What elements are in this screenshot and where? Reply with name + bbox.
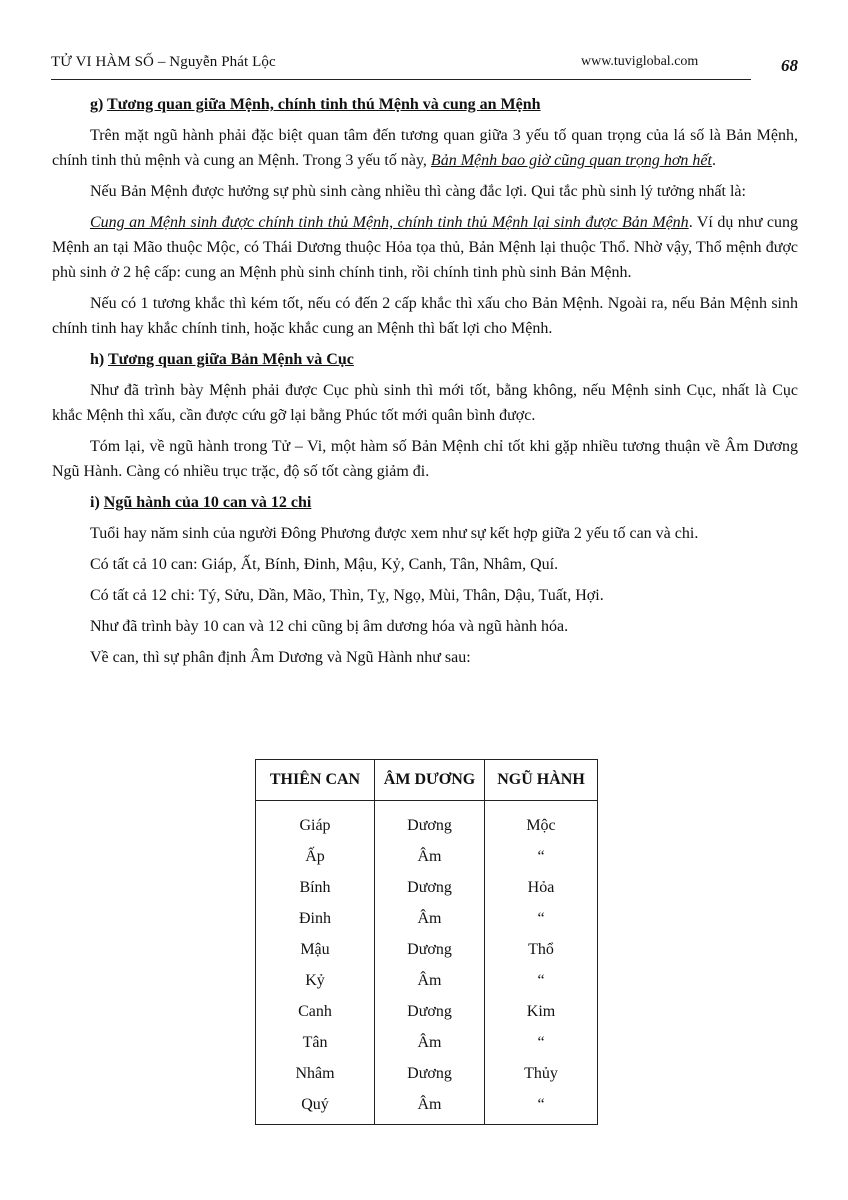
table-row — [256, 1089, 598, 1125]
cell-thien-can: Đinh — [256, 903, 375, 934]
section-h-label: h) — [90, 351, 105, 368]
cell-am-duong: Âm — [375, 903, 485, 934]
cell-ngu-hanh: “ — [485, 1089, 598, 1125]
rule-emphasis-text: Cung an Mệnh sinh được chính tinh thủ Mệnh, chính tinh thủ Mệnh lại sinh được Bản Mệnh — [90, 214, 689, 231]
cell-ngu-hanh: “ — [485, 965, 598, 996]
cell-am-duong: Dương — [375, 801, 485, 842]
page-header — [51, 50, 798, 80]
table-row — [256, 841, 598, 872]
cell-am-duong: Dương — [375, 872, 485, 903]
cell-ngu-hanh: Thổ — [485, 934, 598, 965]
table-row — [256, 1058, 598, 1089]
cell-thien-can: Giáp — [256, 801, 375, 842]
cell-am-duong: Dương — [375, 934, 485, 965]
section-i-heading — [52, 490, 798, 515]
cell-thien-can: Canh — [256, 996, 375, 1027]
section-i-title: Ngũ hành của 10 can và 12 chi — [103, 494, 312, 511]
page-number: 68 — [781, 56, 798, 75]
cell-ngu-hanh: Kim — [485, 996, 598, 1027]
table-row — [256, 996, 598, 1027]
cell-thien-can: Mậu — [256, 934, 375, 965]
book-title: TỬ VI HÀM SỐ – Nguyễn Phát Lộc — [51, 54, 276, 70]
cell-ngu-hanh: “ — [485, 1027, 598, 1058]
cell-am-duong: Dương — [375, 1058, 485, 1089]
cell-thien-can: Ấp — [256, 841, 375, 872]
section-i-paragraph-4: Như đã trình bày 10 can và 12 chi cũng bị âm dương hóa và ngũ hành hóa. — [90, 618, 569, 635]
table-row — [256, 903, 598, 934]
section-h-paragraph-1: Như đã trình bày Mệnh phải được Cục phù sinh thì mới tốt, bằng không, nếu Mệnh sinh Cục, nhất là Cục khắc Mệnh thì xấu, cần được cứu gỡ lại bằng Phúc tốt mới quân bình được. — [52, 382, 798, 424]
section-h-heading — [52, 347, 798, 372]
section-i-paragraph-5: Về can, thì sự phân định Âm Dương và Ngũ Hành như sau: — [90, 649, 471, 666]
cell-thien-can: Tân — [256, 1027, 375, 1058]
column-header-am-duong: ÂM DƯƠNG — [375, 760, 485, 801]
cell-thien-can: Kỷ — [256, 965, 375, 996]
cell-ngu-hanh: Thủy — [485, 1058, 598, 1089]
section-g-paragraph-4: Nếu có 1 tương khắc thì kém tốt, nếu có đến 2 cấp khắc thì xấu cho Bản Mệnh. Ngoài ra, nếu Bản Mệnh sinh chính tinh hay khắc chính tinh, hoặc khắc cung an Mệnh thì bất lợi cho Mệnh. — [52, 295, 798, 337]
cell-ngu-hanh: Hỏa — [485, 872, 598, 903]
cell-ngu-hanh: “ — [485, 903, 598, 934]
section-g-title: Tương quan giữa Mệnh, chính tinh thú Mệnh và cung an Mệnh — [107, 96, 541, 113]
table-row — [256, 965, 598, 996]
page-body — [52, 92, 798, 676]
table-header-row — [256, 760, 598, 801]
cell-am-duong: Dương — [375, 996, 485, 1027]
table-row — [256, 934, 598, 965]
cell-ngu-hanh: Mộc — [485, 801, 598, 842]
table-row — [256, 1027, 598, 1058]
paragraph-text: Trên mặt ngũ hành phải đặc biệt quan tâm đến tương quan giữa 3 yếu tố quan trọng của lá số là Bản Mệnh, chính tinh thủ mệnh và cung an Mệnh. Trong 3 yếu tố này, — [52, 127, 798, 169]
paragraph-end: . — [711, 152, 716, 169]
cell-ngu-hanh: “ — [485, 841, 598, 872]
section-g-label: g) — [90, 96, 104, 113]
cell-thien-can: Quý — [256, 1089, 375, 1125]
section-g-paragraph-2: Nếu Bản Mệnh được hưởng sự phù sinh càng nhiều thì càng đắc lợi. Qui tắc phù sinh lý tưởng nhất là: — [90, 183, 746, 200]
website-url[interactable]: www.tuviglobal.com — [581, 54, 699, 69]
table-row — [256, 801, 598, 842]
section-g-paragraph-3 — [52, 210, 798, 285]
cell-am-duong: Âm — [375, 1027, 485, 1058]
cell-am-duong: Âm — [375, 965, 485, 996]
cell-thien-can: Bính — [256, 872, 375, 903]
column-header-thien-can: THIÊN CAN — [256, 760, 375, 801]
section-i-paragraph-1: Tuổi hay năm sinh của người Đông Phương được xem như sự kết hợp giữa 2 yếu tố can và chi. — [90, 525, 699, 542]
section-g-heading — [52, 92, 798, 117]
thien-can-table — [255, 759, 598, 1125]
table-row — [256, 872, 598, 903]
header-rule — [51, 79, 751, 80]
column-header-ngu-hanh: NGŨ HÀNH — [485, 760, 598, 801]
cell-am-duong: Âm — [375, 1089, 485, 1125]
section-g-paragraph-1 — [52, 123, 798, 173]
emphasis-text: Bản Mệnh bao giờ cũng quan trọng hơn hết — [430, 152, 712, 169]
cell-thien-can: Nhâm — [256, 1058, 375, 1089]
section-i-paragraph-2: Có tất cả 10 can: Giáp, Ất, Bính, Đinh, Mậu, Kỷ, Canh, Tân, Nhâm, Quí. — [90, 556, 559, 573]
section-h-title: Tương quan giữa Bản Mệnh và Cục — [107, 351, 354, 368]
section-i-paragraph-3: Có tất cả 12 chi: Tý, Sửu, Dần, Mão, Thìn, Tỵ, Ngọ, Mùi, Thân, Dậu, Tuất, Hợi. — [90, 587, 604, 604]
paragraph-text: . Ví dụ như cung Mệnh an tại Mão thuộc Mộc, có Thái Dương thuộc Hỏa tọa thủ, Bản Mệnh lại thuộc Thổ. Nhờ vậy, Thổ mệnh được phù sinh ở 2 hệ cấp: cung an Mệnh phù sinh chính tinh, rồi chính tinh phù sinh Bản Mệnh. — [52, 214, 799, 281]
section-i-label: i) — [90, 494, 100, 511]
cell-am-duong: Âm — [375, 841, 485, 872]
section-h-paragraph-2: Tóm lại, về ngũ hành trong Tử – Vi, một hàm số Bản Mệnh chỉ tốt khi gặp nhiều tương thuận về Âm Dương Ngũ Hành. Càng có nhiều trục trặc, độ số tốt càng giảm đi. — [52, 438, 798, 480]
